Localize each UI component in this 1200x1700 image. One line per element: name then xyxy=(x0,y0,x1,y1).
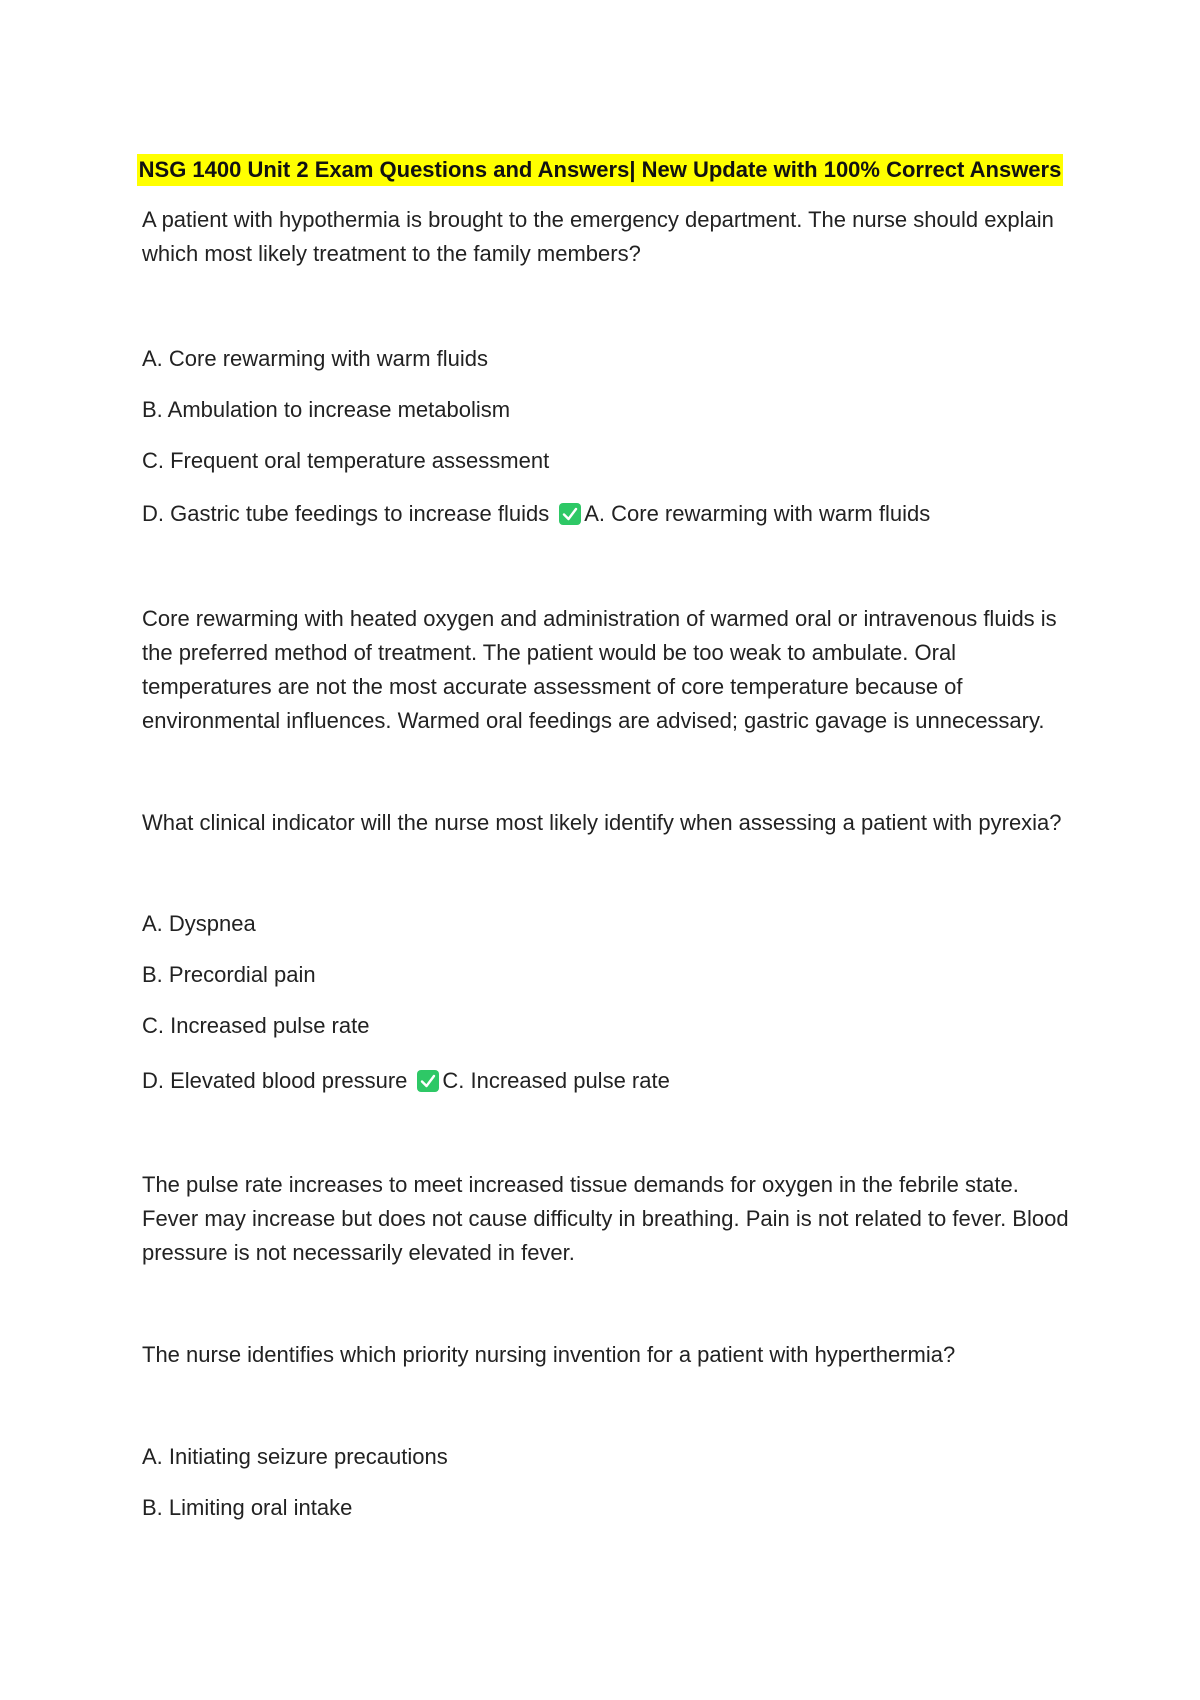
check-mark-icon xyxy=(559,503,581,525)
q1-option-d: D. Gastric tube feedings to increase fluids xyxy=(142,501,550,526)
question-3-text: The nurse identifies which priority nursing invention for a patient with hyperthermia? xyxy=(142,1342,956,1367)
q2-rationale: The pulse rate increases to meet increased tissue demands for oxygen in the febrile state. Fever may increase but does not cause difficulty in breathing. Pain is not related to fever. Blood pressure is not necessarily elevated in fever. xyxy=(142,1172,1069,1265)
q3-option-a: A. Initiating seizure precautions xyxy=(142,1444,448,1469)
q2-option-d: D. Elevated blood pressure xyxy=(142,1068,408,1093)
check-mark-icon xyxy=(417,1070,439,1092)
q1-rationale: Core rewarming with heated oxygen and administration of warmed oral or intravenous fluids is the preferred method of treatment. The patient would be too weak to ambulate. Oral temperatures are not the most accurate assessment of core temperature because of environmental influences. Warmed oral feedings are advised; gastric gavage is unnecessary. xyxy=(142,606,1057,733)
q2-answer: C. Increased pulse rate xyxy=(442,1068,670,1093)
question-2-text: What clinical indicator will the nurse most likely identify when assessing a patient with pyrexia? xyxy=(142,810,1062,835)
q1-option-a: A. Core rewarming with warm fluids xyxy=(142,346,488,371)
q1-option-b: B. Ambulation to increase metabolism xyxy=(142,397,511,422)
q2-option-c: C. Increased pulse rate xyxy=(142,1013,370,1038)
q2-option-a: A. Dyspnea xyxy=(142,911,256,936)
q2-option-b: B. Precordial pain xyxy=(142,962,316,987)
q1-answer: A. Core rewarming with warm fluids xyxy=(584,501,931,526)
q1-option-d-row xyxy=(142,497,930,531)
question-1-text: A patient with hypothermia is brought to the emergency department. The nurse should explain which most likely treatment to the family members? xyxy=(142,207,1054,266)
q2-option-d-row xyxy=(142,1064,670,1098)
q1-option-c: C. Frequent oral temperature assessment xyxy=(142,448,550,473)
document-title: NSG 1400 Unit 2 Exam Questions and Answers| New Update with 100% Correct Answers xyxy=(137,154,1064,186)
q3-option-b: B. Limiting oral intake xyxy=(142,1495,353,1520)
title-row xyxy=(0,154,1200,186)
